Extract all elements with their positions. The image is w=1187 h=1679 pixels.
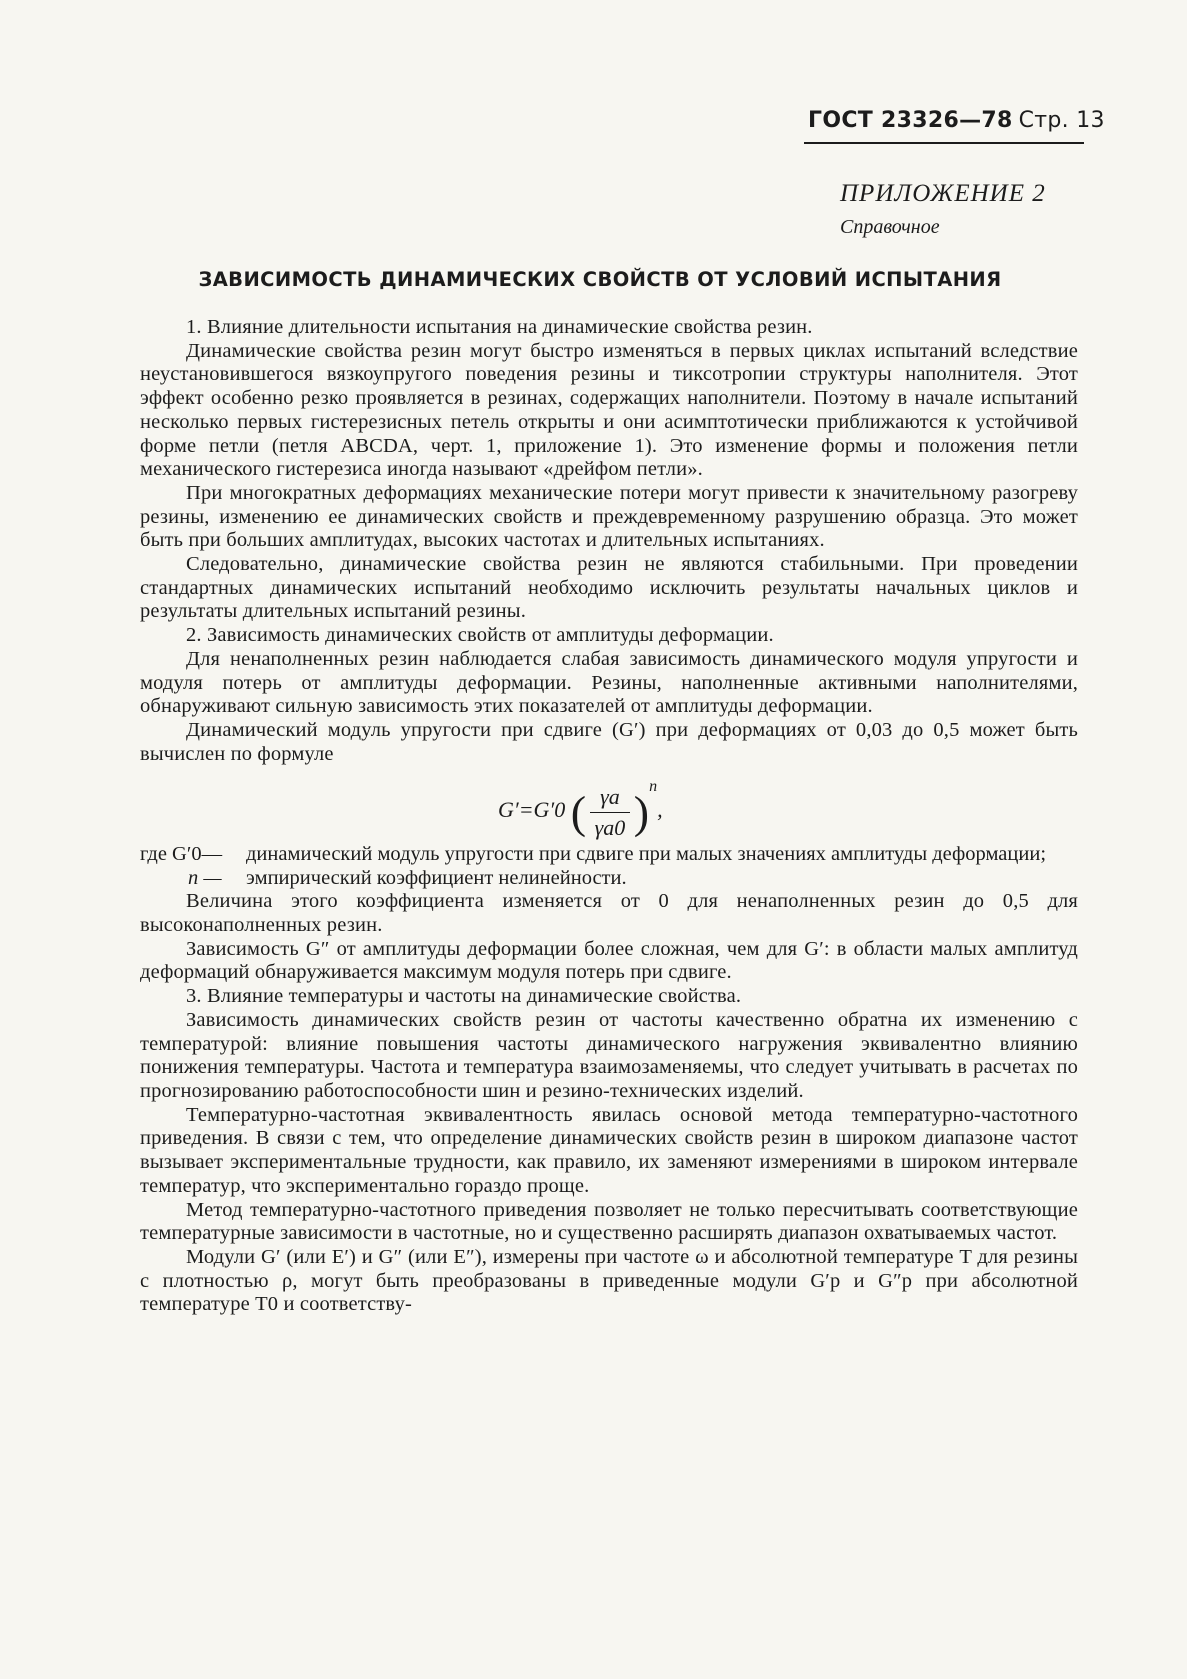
where-block	[140, 842, 1078, 890]
paragraph: Следовательно, динамические свойства резин не являются стабильными. При проведении стандартных динамических испытаний необходимо исключить результаты начальных циклов и результаты длительных испытаний резины.	[140, 553, 1078, 623]
appendix-label: ПРИЛОЖЕНИЕ 2	[840, 180, 1046, 207]
formula-denominator: γa0	[594, 814, 626, 840]
where-text: эмпирический коэффициент нелинейности.	[246, 867, 627, 890]
formula-lhs: G′=G′0	[498, 797, 566, 823]
where-item	[140, 866, 1078, 890]
section-title: ЗАВИСИМОСТЬ ДИНАМИЧЕСКИХ СВОЙСТВ ОТ УСЛОВИЙ ИСПЫТАНИЯ	[198, 268, 1002, 291]
header-rule	[804, 142, 1084, 144]
paragraph: Зависимость G″ от амплитуды деформации более сложная, чем для G′: в области малых амплитуд деформаций обнаруживается максимум модуля потерь при сдвиге.	[140, 937, 1078, 984]
paragraph: 2. Зависимость динамических свойств от амплитуды деформации.	[186, 624, 774, 647]
appendix-type: Справочное	[840, 216, 940, 238]
paragraph: При многократных деформациях механические потери могут привести к значительному разогреву резины, изменению ее динамических свойств и преждевременному разрушению образца. Это может быть при больших амплитудах, высоких частотах и длительных испытаниях.	[140, 481, 1078, 552]
paragraph: 3. Влияние температуры и частоты на динамические свойства.	[186, 985, 742, 1008]
where-text: динамический модуль упругости при сдвиге при малых значениях амплитуды деформации;	[246, 843, 1047, 866]
paragraph: 1. Влияние длительности испытания на динамические свойства резин.	[186, 316, 813, 338]
formula	[140, 774, 1078, 840]
standard-number: ГОСТ 23326—78	[808, 108, 1013, 133]
where-label: где G′0—	[140, 843, 223, 866]
paragraph: Температурно-частотная эквивалентность явилась основой метода температурно-частотного приведения. В связи с тем, что определение динамических свойств резин в широком диапазоне частот вызывает экспериментальные трудности, как правило, их заменяют измерениями в широком интервале температур, что экспериментально гораздо проще.	[140, 1103, 1078, 1197]
formula-fraction	[590, 784, 630, 841]
formula-exponent: n	[649, 778, 658, 796]
paragraph: Для ненаполненных резин наблюдается слабая зависимость динамического модуля упругости и модуля потерь от амплитуды деформации. Резины, наполненные активными наполнителями, обнаруживают сильную зависимость этих показателей от амплитуды деформации.	[140, 647, 1078, 718]
paragraph: Зависимость динамических свойств резин от частоты качественно обратна их изменению с температурой: влияние повышения частоты динамического нагружения эквивалентно влиянию понижения температуры. Частота и температура взаимозаменяемы, что следует учитывать в расчетах по прогнозированию работоспособности шин и резино-технических изделий.	[140, 1008, 1078, 1102]
paragraph: Величина этого коэффициента изменяется от 0 для ненаполненных резин до 0,5 для высоконаполненных резин.	[140, 890, 1078, 937]
where-label: n —	[188, 867, 222, 890]
formula-paren-open: (	[570, 786, 587, 838]
paragraph: Модули G′ (или E′) и G″ (или E″), измерены при частоте ω и абсолютной температуре T для резины с плотностью ρ, могут быть преобразованы в приведенные модули G′p и G″p при абсолютной температуре T0 и соответству-	[140, 1245, 1078, 1316]
page-header	[808, 108, 1105, 133]
paragraph: Динамический модуль упругости при сдвиге (G′) при деформациях от 0,03 до 0,5 может быть вычислен по формуле	[140, 718, 1078, 765]
formula-paren-close: )	[633, 786, 650, 838]
paragraph: Динамические свойства резин могут быстро изменяться в первых циклах испытаний вследствие неустановившегося вязкоупругого поведения резины и тиксотропии структуры наполнителя. Этот эффект особенно резко проявляется в резинах, содержащих наполнители. Поэтому в начале испытаний несколько первых гистерезисных петель открыты и они асимптотически приближаются к устойчивой форме петли (петля ABCDA, черт. 1, приложение 1). Это изменение формы и положения петли механического гистерезиса иногда называют «дрейфом петли».	[140, 339, 1078, 481]
where-item	[140, 842, 1078, 866]
page-number: Стр. 13	[1018, 108, 1105, 133]
paragraph: Метод температурно-частотного приведения позволяет не только пересчитывать соответствующие температурные зависимости в частотные, но и существенно расширять диапазон охватываемых частот.	[140, 1198, 1078, 1245]
body-text	[140, 316, 1078, 1317]
formula-tail: ,	[657, 797, 663, 823]
formula-numerator: γa	[590, 784, 630, 813]
